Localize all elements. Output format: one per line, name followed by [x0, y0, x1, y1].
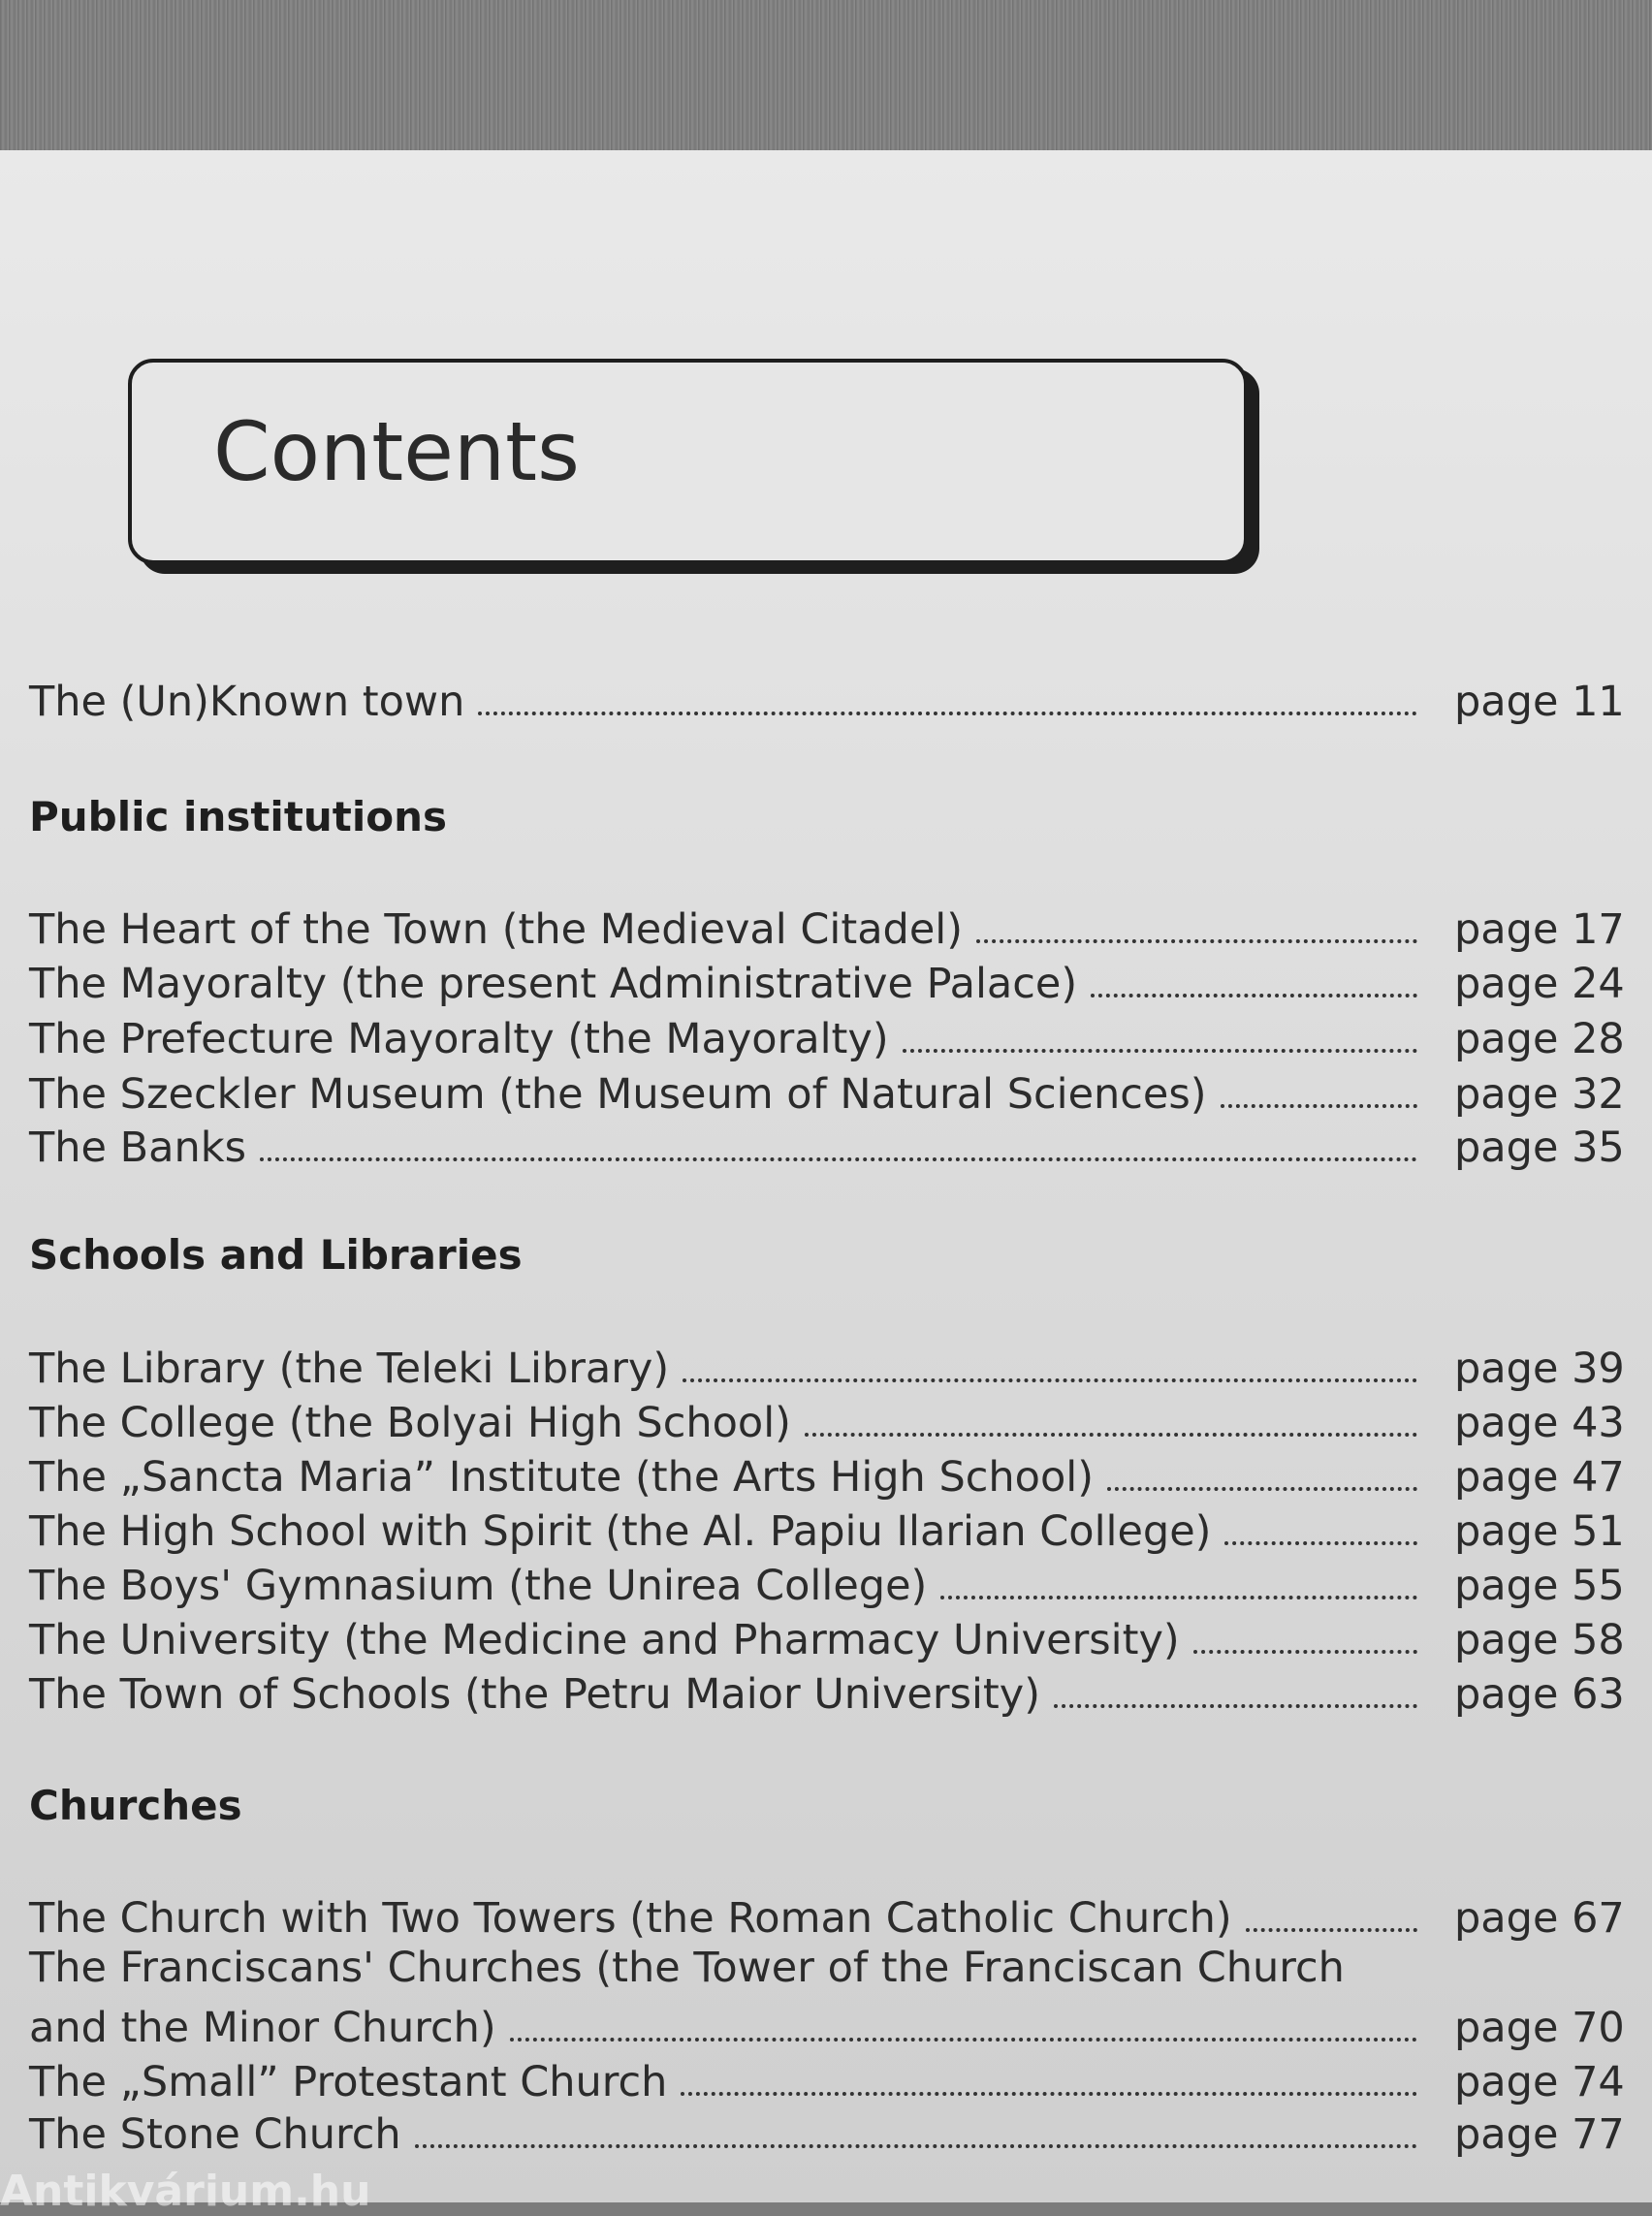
toc-entry-label-line1: The Franciscans' Churches (the Tower of the Franciscan Church — [29, 1944, 1345, 1992]
section-heading: Schools and Libraries — [29, 1231, 523, 1279]
dot-leader — [1107, 1487, 1417, 1491]
page-title: Contents — [213, 404, 580, 499]
toc-entry — [29, 1066, 1625, 1121]
toc-entry — [29, 1449, 1625, 1504]
dot-leader — [1221, 1104, 1417, 1108]
toc-entry-label: and the Minor Church) — [29, 2004, 496, 2053]
toc-entry — [29, 1341, 1625, 1395]
toc-entry-page: page 58 — [1454, 1616, 1625, 1665]
section-heading: Public institutions — [29, 793, 448, 840]
toc-entry — [29, 1504, 1625, 1558]
toc-entry-label: The Library (the Teleki Library) — [29, 1345, 670, 1394]
dot-leader — [415, 2144, 1417, 2148]
dot-leader — [805, 1433, 1417, 1437]
section-heading: Churches — [29, 1782, 242, 1829]
toc-entry-label: The Mayoralty (the present Administrative Palace) — [29, 960, 1078, 1009]
toc-entry-page: page 43 — [1454, 1399, 1625, 1448]
dot-leader — [1054, 1704, 1417, 1708]
toc-entry-label: The Town of Schools (the Petru Maior University) — [29, 1670, 1041, 1720]
toc-entry-page: page 74 — [1454, 2058, 1625, 2107]
toc-entry-label: The Prefecture Mayoralty (the Mayoralty) — [29, 1015, 889, 1064]
toc-entry-label: The Szeckler Museum (the Museum of Natural Sciences) — [29, 1070, 1207, 1120]
toc-entry-page: page 11 — [1454, 678, 1625, 727]
toc-entry-label: The Boys' Gymnasium (the Unirea College) — [29, 1562, 928, 1611]
toc-entry-intro — [29, 674, 1625, 728]
toc-entry-label: The (Un)Known town — [29, 678, 465, 727]
toc-entry-label: The Church with Two Towers (the Roman Catholic Church) — [29, 1894, 1232, 1944]
toc-entry — [29, 1395, 1625, 1449]
toc-entry-page: page 51 — [1454, 1507, 1625, 1557]
toc-entry — [29, 902, 1625, 956]
toc-entry — [29, 1612, 1625, 1666]
watermark: Antikvárium.hu — [0, 2167, 371, 2216]
toc-entry — [29, 2054, 1625, 2108]
toc-entry — [29, 2000, 1625, 2054]
book-page — [0, 150, 1652, 2202]
toc-entry-label: The Banks — [29, 1124, 247, 1173]
toc-entry-label: The University (the Medicine and Pharmacy University) — [29, 1616, 1180, 1665]
toc-entry-page: page 32 — [1454, 1070, 1625, 1120]
dot-leader — [976, 939, 1417, 943]
toc-entry — [29, 1666, 1625, 1721]
toc-entry-page: page 67 — [1454, 1894, 1625, 1944]
toc-entry-label: The Stone Church — [29, 2110, 401, 2160]
photo-backdrop — [0, 0, 1652, 170]
dot-leader — [1091, 994, 1417, 997]
toc-entry-page: page 47 — [1454, 1453, 1625, 1503]
toc-entry-label: The High School with Spirit (the Al. Papiu Ilarian College) — [29, 1507, 1212, 1557]
toc-entry-label: The „Sancta Maria” Institute (the Arts High School) — [29, 1453, 1095, 1503]
toc-entry — [29, 1890, 1625, 1945]
dot-leader — [940, 1596, 1417, 1599]
toc-entry-page: page 55 — [1454, 1562, 1625, 1611]
toc-entry — [29, 956, 1625, 1010]
toc-entry-page: page 17 — [1454, 905, 1625, 955]
toc-entry-page: page 77 — [1454, 2110, 1625, 2160]
toc-entry-page: page 39 — [1454, 1345, 1625, 1394]
toc-entry-label: The „Small” Protestant Church — [29, 2058, 668, 2107]
dot-leader — [1224, 1541, 1417, 1545]
dot-leader — [681, 2092, 1417, 2096]
toc-entry-label: The College (the Bolyai High School) — [29, 1399, 791, 1448]
toc-entry-page: page 28 — [1454, 1015, 1625, 1064]
toc-entry-page: page 63 — [1454, 1670, 1625, 1720]
toc-entry — [29, 1120, 1625, 1174]
dot-leader — [903, 1049, 1417, 1053]
toc-entry-label: The Heart of the Town (the Medieval Citadel) — [29, 905, 964, 955]
dot-leader — [683, 1378, 1417, 1382]
dot-leader — [510, 2038, 1417, 2042]
dot-leader — [1246, 1928, 1417, 1932]
toc-entry-page: page 35 — [1454, 1124, 1625, 1173]
title-box — [128, 359, 1248, 564]
dot-leader — [478, 712, 1417, 715]
toc-entry — [29, 1558, 1625, 1612]
toc-entry — [29, 2106, 1625, 2161]
dot-leader — [260, 1157, 1417, 1161]
toc-entry-page: page 24 — [1454, 960, 1625, 1009]
toc-entry — [29, 1011, 1625, 1065]
toc-entry-page: page 70 — [1454, 2004, 1625, 2053]
dot-leader — [1193, 1650, 1417, 1654]
